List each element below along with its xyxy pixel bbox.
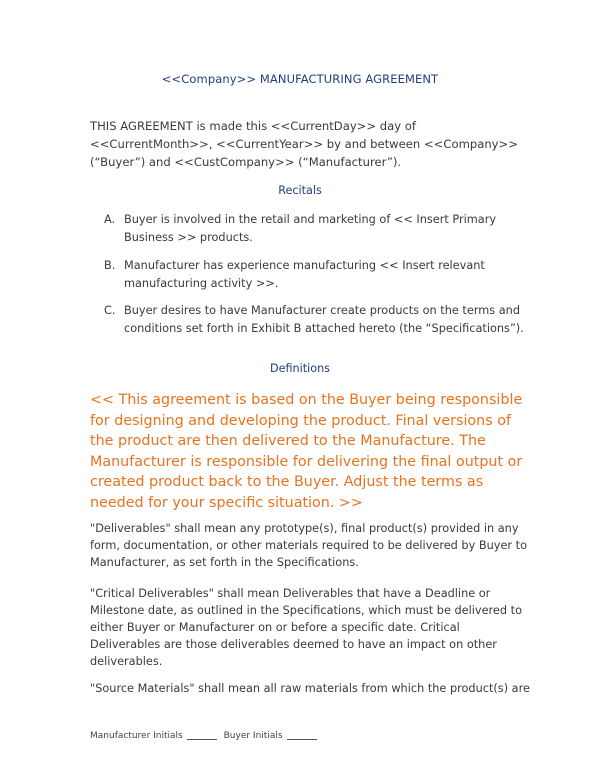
recitals-heading: Recitals [278, 184, 322, 197]
recital-text: Buyer is involved in the retail and marketing of << Insert Primary Business >> products. [124, 213, 497, 244]
initials-footer [90, 731, 321, 741]
recital-text: Manufacturer has experience manufacturing << Insert relevant manufacturing activity >>. [124, 259, 485, 290]
recital-letter: A. [104, 213, 116, 226]
buyer-initials-line [287, 739, 317, 740]
recital-letter: B. [104, 259, 116, 272]
recital-text: Buyer desires to have Manufacturer create products on the terms and conditions set forth in Exhibit B attached hereto (the “Specifications”). [124, 304, 524, 335]
template-instruction-note: << This agreement is based on the Buyer being responsible for designing and developing the product. Final versions of the product are then delivered to the Manufacture. The Manufacturer is responsible for delivering the final output or created product back to the Buyer. Adjust the terms as needed for your specific situation. >> [90, 392, 523, 511]
manufacturer-initials-label: Manufacturer Initials [90, 731, 183, 741]
document-title: <<Company>> MANUFACTURING AGREEMENT [161, 72, 439, 86]
definition-deliverables: "Deliverables" shall mean any prototype(s), final product(s) provided in any form, documentation, or other materials required to be delivered by Buyer to Manufacturer, as set forth in the Specifications. [90, 522, 528, 569]
buyer-initials-label: Buyer Initials [223, 731, 283, 741]
definition-source-materials: "Source Materials" shall mean all raw materials from which the product(s) are [90, 682, 530, 695]
manufacturer-initials-line [187, 739, 217, 740]
definition-critical-deliverables: "Critical Deliverables" shall mean Deliverables that have a Deadline or Milestone date, as outlined in the Specifications, which must be delivered to either Buyer or Manufacturer on or before a specific date. Critical Deliverables are those deliverables deemed to have an impact on other deliverables. [90, 587, 522, 668]
intro-paragraph: THIS AGREEMENT is made this <<CurrentDay>> day of <<CurrentMonth>>, <<CurrentYear>> by and between <<Company>> (“Buyer”) and <<CustCompany>> (“Manufacturer”). [90, 119, 518, 169]
recital-letter: C. [104, 304, 116, 317]
definitions-heading: Definitions [269, 362, 330, 375]
